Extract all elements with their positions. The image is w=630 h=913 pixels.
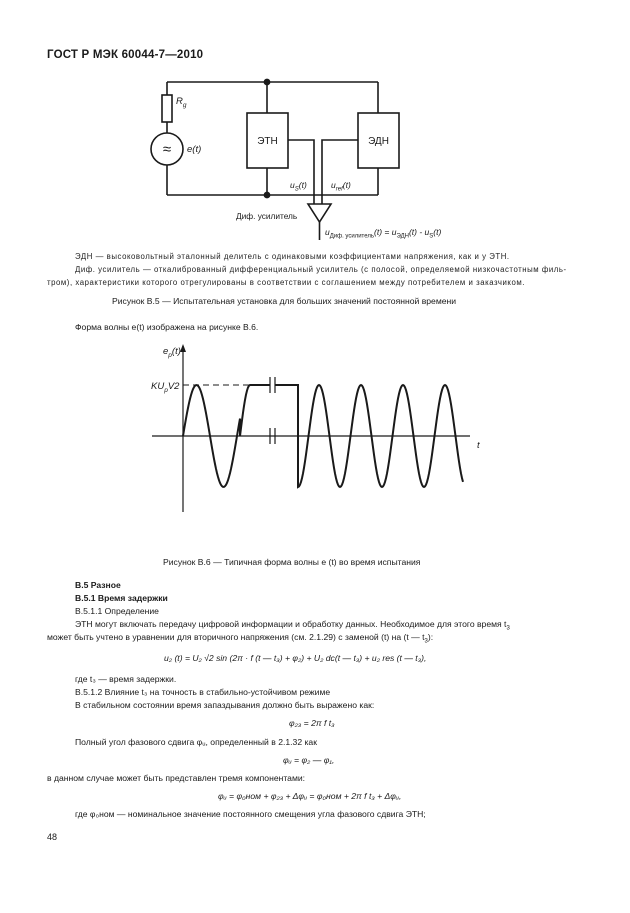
figure-b5-caption: Рисунок В.5 — Испытательная установка для больших значений постоянной времени bbox=[112, 296, 457, 306]
heading-b512: В.5.1.2 Влияние t₃ на точность в стабильно-устойчивом режиме bbox=[75, 687, 331, 697]
note-amp-2: тром), характеристики которого отрегулированы в соответствии с соглашением между потребителем и заказчиком. bbox=[47, 278, 525, 287]
page-number: 48 bbox=[47, 832, 58, 842]
note-amp-1: Диф. усилитель — откалиброванный дифференциальный усилитель (с полосой, определяемой низкочастотным филь- bbox=[75, 265, 567, 274]
intro-text: Форма волны e(t) изображена на рисунке В.6. bbox=[75, 322, 259, 332]
para-4: В стабильном состоянии время запаздывания должно быть выражено как: bbox=[75, 700, 375, 710]
y-axis-arrow bbox=[180, 344, 186, 352]
etn-label: ЭТН bbox=[257, 136, 278, 147]
para-3: где t₃ — время задержки. bbox=[75, 674, 177, 684]
equation-1: u₂ (t) = U₂ √2 sin (2π · f (t — t₃) + φ₂) + U₂ dc(t — t₃) + u₂ res (t — t₃), bbox=[164, 653, 427, 663]
document-header: ГОСТ Р МЭК 60044-7—2010 bbox=[47, 49, 204, 61]
equation-2: φ₂₃ = 2π f t₃ bbox=[289, 718, 335, 728]
heading-b51: В.5.1 Время задержки bbox=[75, 593, 168, 603]
heading-b5: В.5 Разное bbox=[75, 580, 121, 590]
amp-output-equation: $u_{Диф. усилитель}(t) = u_{ЭДН}(t) - u_S(t)$ bbox=[325, 227, 442, 240]
source-label: e(t) bbox=[187, 144, 202, 155]
rg-label: $R_g$ bbox=[176, 96, 187, 109]
heading-b511: В.5.1.1 Определение bbox=[75, 606, 159, 616]
para-5: Полный угол фазового сдвига φᵤ, определенный в 2.1.32 как bbox=[75, 737, 317, 747]
us-label: $u_S(t)$ bbox=[290, 180, 307, 193]
equation-4: φᵤ = φ₀ном + φ₂₃ + Δφᵤ = φ₀ном + 2π f t₃ + Δφᵤ, bbox=[218, 791, 402, 801]
source-symbol: ≈ bbox=[162, 141, 172, 158]
para-7: где φ₀ном — номинальное значение постоянного смещения угла фазового сдвига ЭТН; bbox=[75, 809, 426, 819]
note-edn: ЭДН — высоковольтный эталонный делитель с одинаковыми коэффициентами напряжения, как и у ЭТН. bbox=[75, 252, 510, 261]
uref-label: $u_{ref}(t)$ bbox=[331, 180, 351, 193]
edn-label: ЭДН bbox=[368, 136, 389, 147]
x-axis-label: t bbox=[477, 440, 480, 451]
para-6: в данном случае может быть представлен тремя компонентами: bbox=[47, 773, 306, 783]
para-2: может быть учтено в уравнении для вторичного напряжения (см. 2.1.29) с заменой (t) на (t — $t_3$): bbox=[47, 632, 434, 645]
amp-label: Диф. усилитель bbox=[236, 211, 298, 221]
y-axis-label: $e_p(t)$ bbox=[163, 346, 181, 359]
para-1: ЭТН могут включать передачу цифровой информации и обработку данных. Необходимое для этого время $t_3$ bbox=[75, 619, 510, 632]
level-label: $KU_pV2$ bbox=[151, 381, 180, 394]
figure-b6-caption: Рисунок В.6 — Типичная форма волны e (t) во время испытания bbox=[163, 557, 421, 567]
equation-3: φᵤ = φ₂ — φ₁, bbox=[283, 755, 335, 765]
